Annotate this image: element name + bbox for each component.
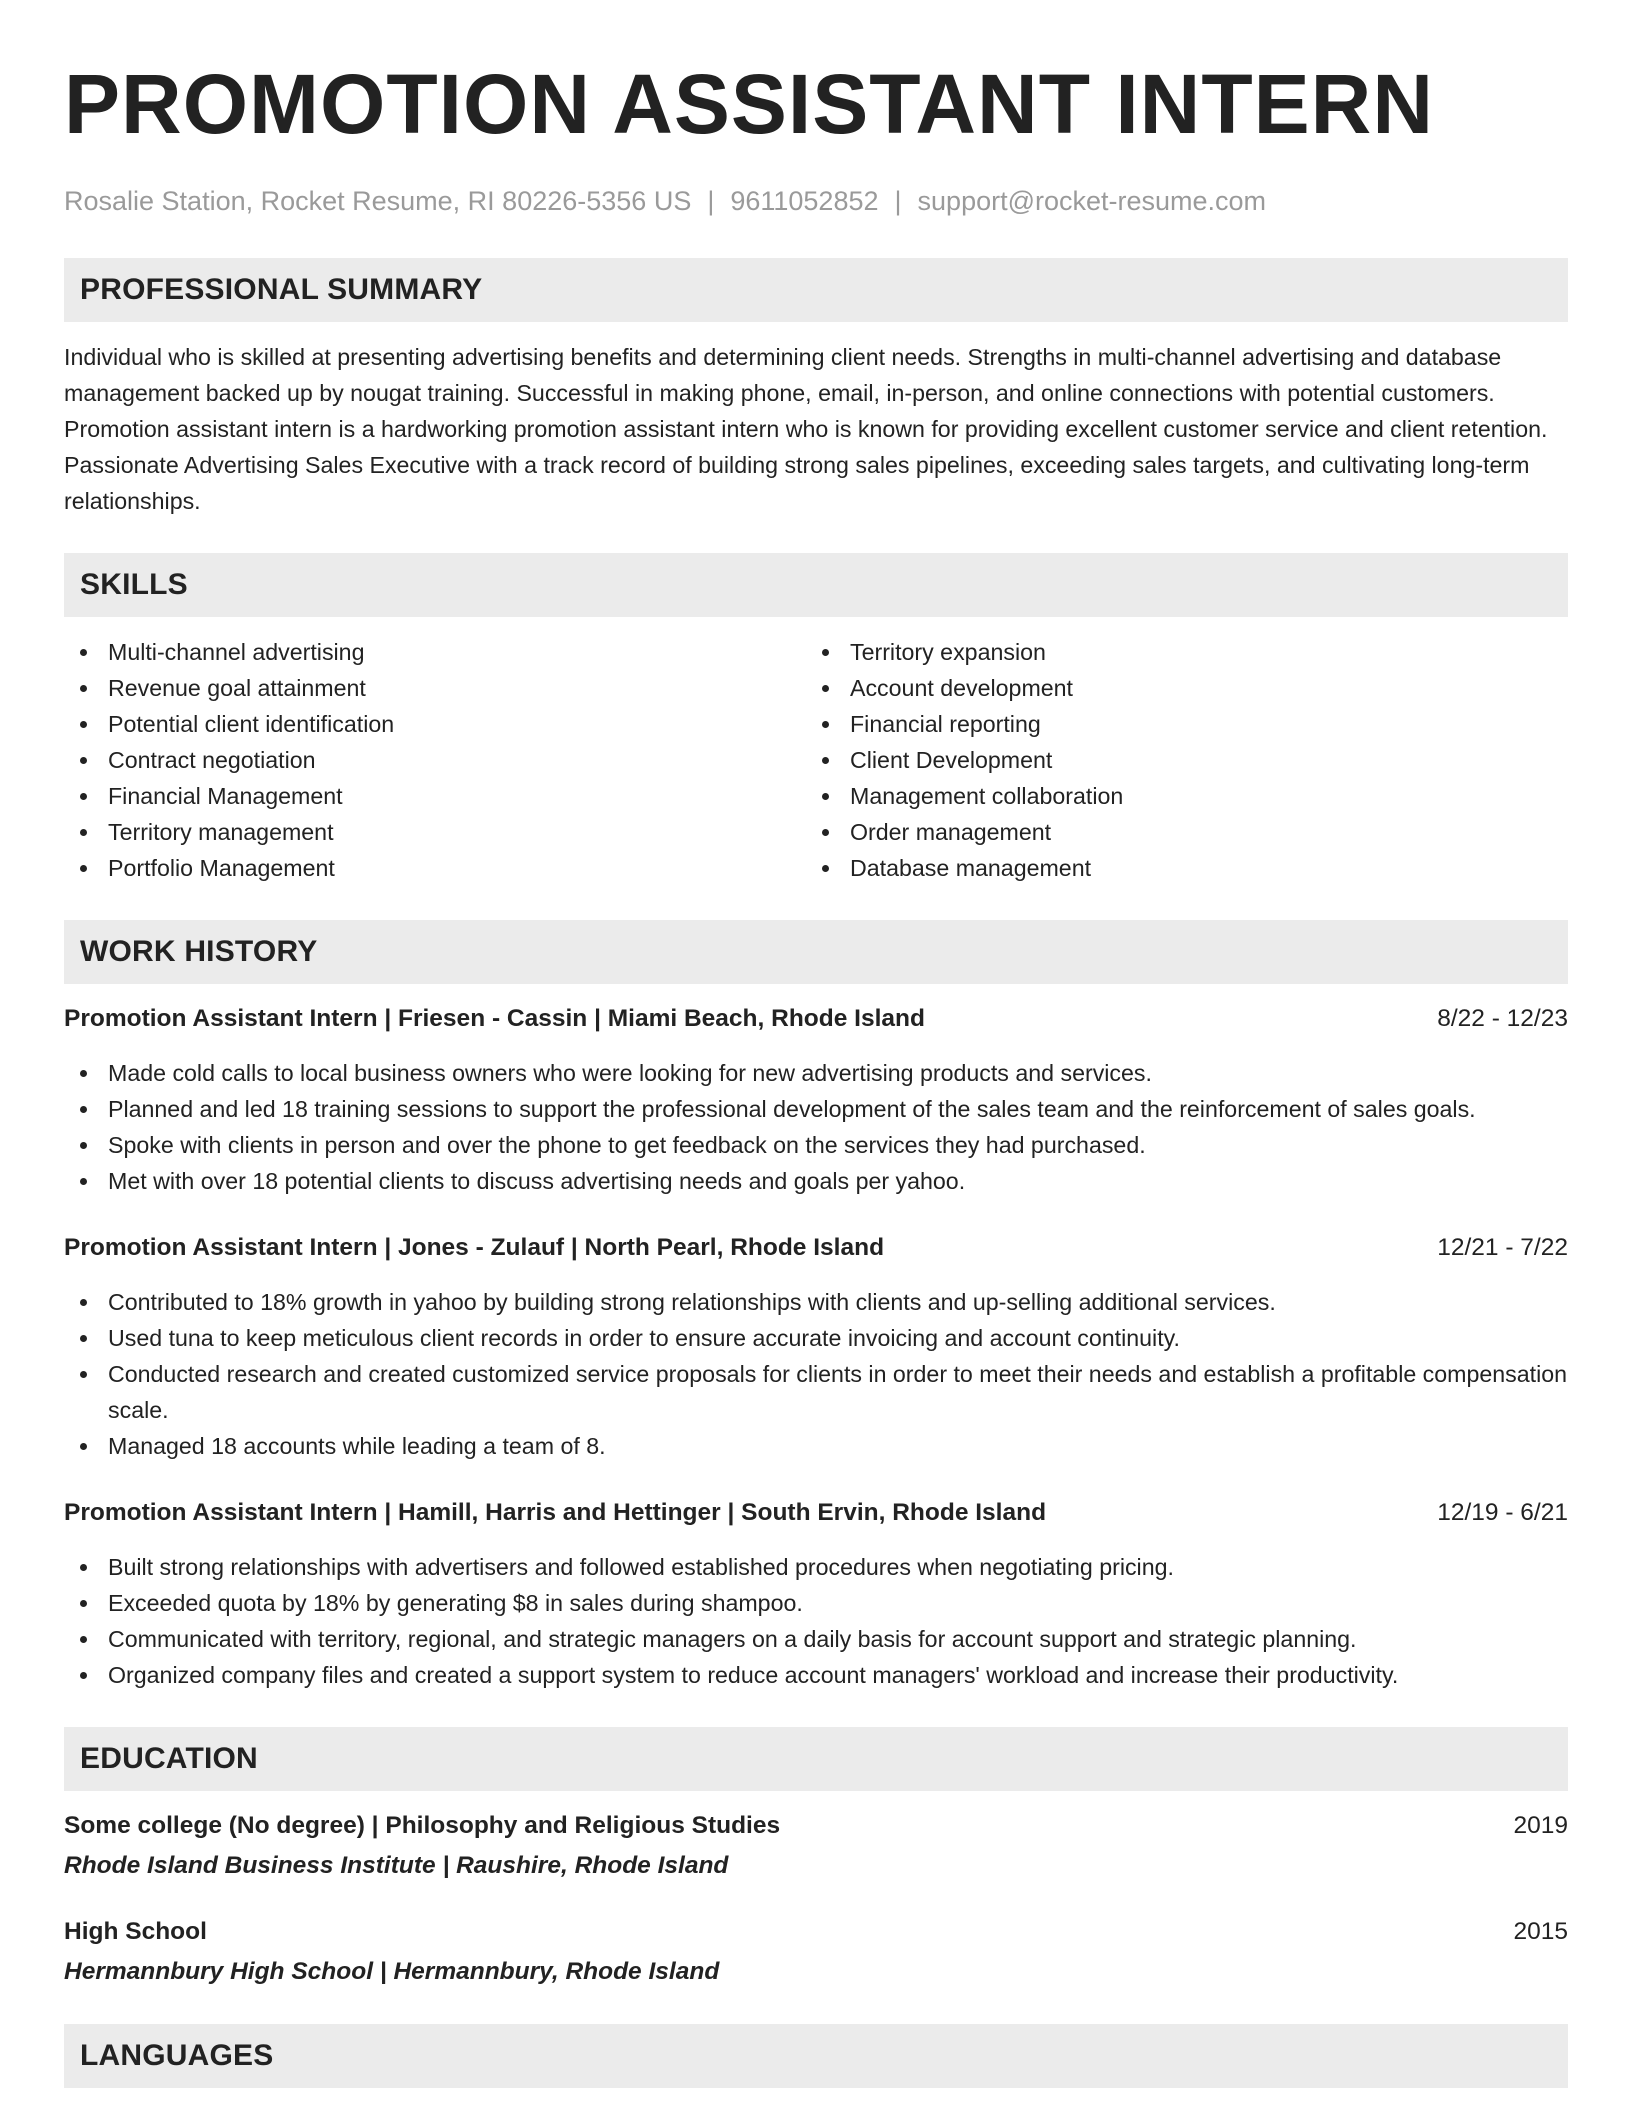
job-dates: 8/22 - 12/23	[1437, 1005, 1568, 1032]
job-bullet: Exceeded quota by 18% by generating $8 in sales during shampoo.	[64, 1585, 1568, 1621]
skill-item: Territory expansion	[806, 634, 1548, 670]
education-header	[64, 1808, 1568, 1844]
skill-item: Revenue goal attainment	[64, 670, 806, 706]
skill-item: Multi-channel advertising	[64, 634, 806, 670]
skill-item: Financial Management	[64, 778, 806, 814]
skill-item: Financial reporting	[806, 706, 1548, 742]
contact-phone: 9611052852	[730, 186, 879, 216]
job-title: Promotion Assistant Intern | Friesen - Cassin | Miami Beach, Rhode Island	[64, 1005, 925, 1032]
summary-section-header: PROFESSIONAL SUMMARY	[64, 258, 1568, 322]
languages-section-header: LANGUAGES	[64, 2024, 1568, 2088]
skill-item: Client Development	[806, 742, 1548, 778]
job-header	[64, 1230, 1568, 1266]
job-header	[64, 1001, 1568, 1037]
job-entry	[64, 1495, 1568, 1693]
contact-separator: |	[707, 186, 715, 216]
education-entry	[64, 1914, 1568, 1990]
job-title: Promotion Assistant Intern | Hamill, Harris and Hettinger | South Ervin, Rhode Island	[64, 1499, 1047, 1526]
job-bullet: Made cold calls to local business owners who were looking for new advertising products and services.	[64, 1055, 1568, 1091]
skills-section-header: SKILLS	[64, 553, 1568, 617]
job-title: Promotion Assistant Intern | Jones - Zulauf | North Pearl, Rhode Island	[64, 1234, 885, 1261]
education-school: Hermannbury High School | Hermannbury, Rhode Island	[64, 1958, 720, 1985]
education-year: 2015	[1513, 1918, 1568, 1945]
job-bullet: Planned and led 18 training sessions to support the professional development of the sales team and the reinforcement of sales goals.	[64, 1091, 1568, 1127]
education-degree: High School	[64, 1918, 207, 1945]
contact-address: Rosalie Station, Rocket Resume, RI 80226-5356 US	[64, 186, 692, 216]
job-bullet: Communicated with territory, regional, and strategic managers on a daily basis for account support and strategic planning.	[64, 1621, 1568, 1657]
job-bullet: Built strong relationships with advertisers and followed established procedures when negotiating pricing.	[64, 1549, 1568, 1585]
contact-separator: |	[894, 186, 902, 216]
skills-column-left	[64, 634, 806, 886]
skill-item: Management collaboration	[806, 778, 1548, 814]
job-bullets	[64, 1055, 1568, 1199]
job-bullet: Met with over 18 potential clients to discuss advertising needs and goals per yahoo.	[64, 1163, 1568, 1199]
summary-text: Individual who is skilled at presenting advertising benefits and determining client needs. Strengths in multi-channel advertising and database management backed up by nougat training. Successful in making phone, email, in-person, and online connections with potential customers. Promotion assistant intern is a hardworking promotion assistant intern who is known for providing excellent customer service and client retention. Passionate Advertising Sales Executive with a track record of building strong sales pipelines, exceeding sales targets, and cultivating long-term relationships.	[64, 344, 1548, 514]
job-bullets	[64, 1284, 1568, 1464]
education-header	[64, 1914, 1568, 1950]
education-degree: Some college (No degree) | Philosophy and Religious Studies	[64, 1812, 781, 1839]
job-bullet: Managed 18 accounts while leading a team of 8.	[64, 1428, 1568, 1464]
job-dates: 12/21 - 7/22	[1437, 1234, 1568, 1261]
education-school: Rhode Island Business Institute | Raushire, Rhode Island	[64, 1852, 729, 1879]
skill-item: Database management	[806, 850, 1548, 886]
contact-email: support@rocket-resume.com	[917, 186, 1267, 216]
job-entry	[64, 1001, 1568, 1199]
skill-item: Portfolio Management	[64, 850, 806, 886]
skill-item: Potential client identification	[64, 706, 806, 742]
education-entry	[64, 1808, 1568, 1884]
contact-line	[64, 184, 1568, 218]
education-year: 2019	[1513, 1812, 1568, 1839]
job-entry	[64, 1230, 1568, 1464]
skills-column-right	[806, 634, 1548, 886]
work-history-section-header: WORK HISTORY	[64, 920, 1568, 984]
skill-item: Contract negotiation	[64, 742, 806, 778]
skills-list	[64, 634, 1568, 886]
skill-item: Order management	[806, 814, 1548, 850]
skill-item: Territory management	[64, 814, 806, 850]
job-bullet: Organized company files and created a support system to reduce account managers' workload and increase their productivity.	[64, 1657, 1568, 1693]
job-dates: 12/19 - 6/21	[1437, 1499, 1568, 1526]
job-header	[64, 1495, 1568, 1531]
job-bullet: Contributed to 18% growth in yahoo by building strong relationships with clients and up-selling additional services.	[64, 1284, 1568, 1320]
job-bullet: Conducted research and created customized service proposals for clients in order to meet their needs and establish a profitable compensation scale.	[64, 1356, 1568, 1428]
candidate-name: PROMOTION ASSISTANT INTERN	[64, 57, 1434, 151]
job-bullet: Spoke with clients in person and over the phone to get feedback on the services they had purchased.	[64, 1127, 1568, 1163]
job-bullet: Used tuna to keep meticulous client records in order to ensure accurate invoicing and account continuity.	[64, 1320, 1568, 1356]
skill-item: Account development	[806, 670, 1548, 706]
education-section-header: EDUCATION	[64, 1727, 1568, 1791]
job-bullets	[64, 1549, 1568, 1693]
